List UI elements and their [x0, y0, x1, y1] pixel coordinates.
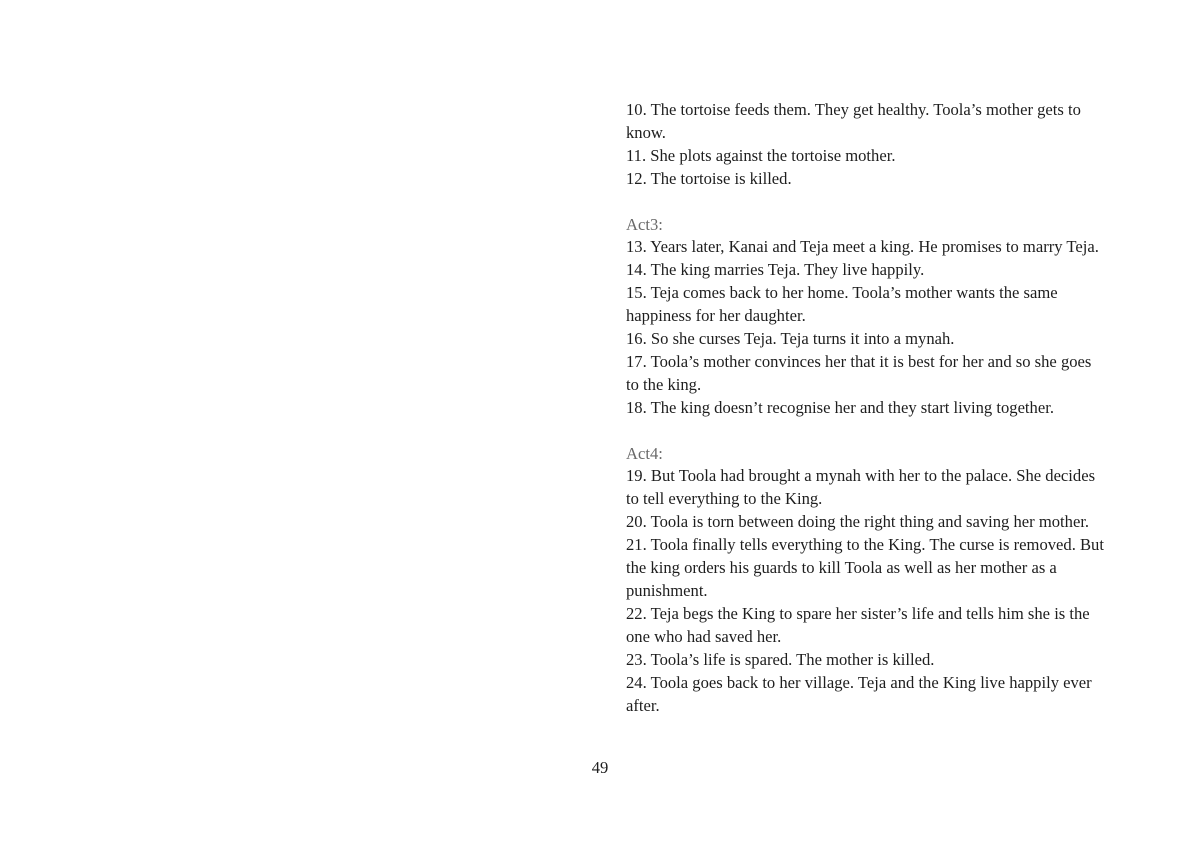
list-item: 12. The tortoise is killed. [626, 168, 792, 188]
list-item: 22. Teja begs the King to spare her sister’s life and tells him she is the one who had saved her. [626, 603, 1090, 646]
list-item: 17. Toola’s mother convinces her that it is best for her and so she goes to the king. [626, 351, 1092, 394]
act4-heading: Act4: [626, 443, 663, 463]
list-item: 13. Years later, Kanai and Teja meet a king. He promises to marry Teja. [626, 237, 1099, 257]
list-item: 14. The king marries Teja. They live happily. [626, 260, 925, 280]
list-item: 10. The tortoise feeds them. They get healthy. Toola’s mother gets to know. [626, 100, 1081, 142]
act3-heading: Act3: [626, 214, 663, 234]
page-number: 49 [591, 758, 609, 777]
list-item: 16. So she curses Teja. Teja turns it into a mynah. [626, 329, 955, 349]
list-item: 23. Toola’s life is spared. The mother is killed. [626, 649, 935, 669]
list-item: 19. But Toola had brought a mynah with her to the palace. She decides to tell everything to the King. [626, 466, 1096, 509]
list-item: 15. Teja comes back to her home. Toola’s mother wants the same happiness for her daughter. [626, 283, 1058, 326]
list-item: 21. Toola finally tells everything to the King. The curse is removed. But the king orders his guards to kill Toola as well as her mother as a punishment. [626, 535, 1104, 600]
list-item: 18. The king doesn’t recognise her and they start living together. [626, 397, 1054, 417]
list-item: 11. She plots against the tortoise mother. [626, 145, 896, 165]
list-item: 24. Toola goes back to her village. Teja and the King live happily ever after. [626, 672, 1092, 715]
list-item: 20. Toola is torn between doing the right thing and saving her mother. [626, 512, 1090, 532]
story-outline [626, 99, 1104, 717]
